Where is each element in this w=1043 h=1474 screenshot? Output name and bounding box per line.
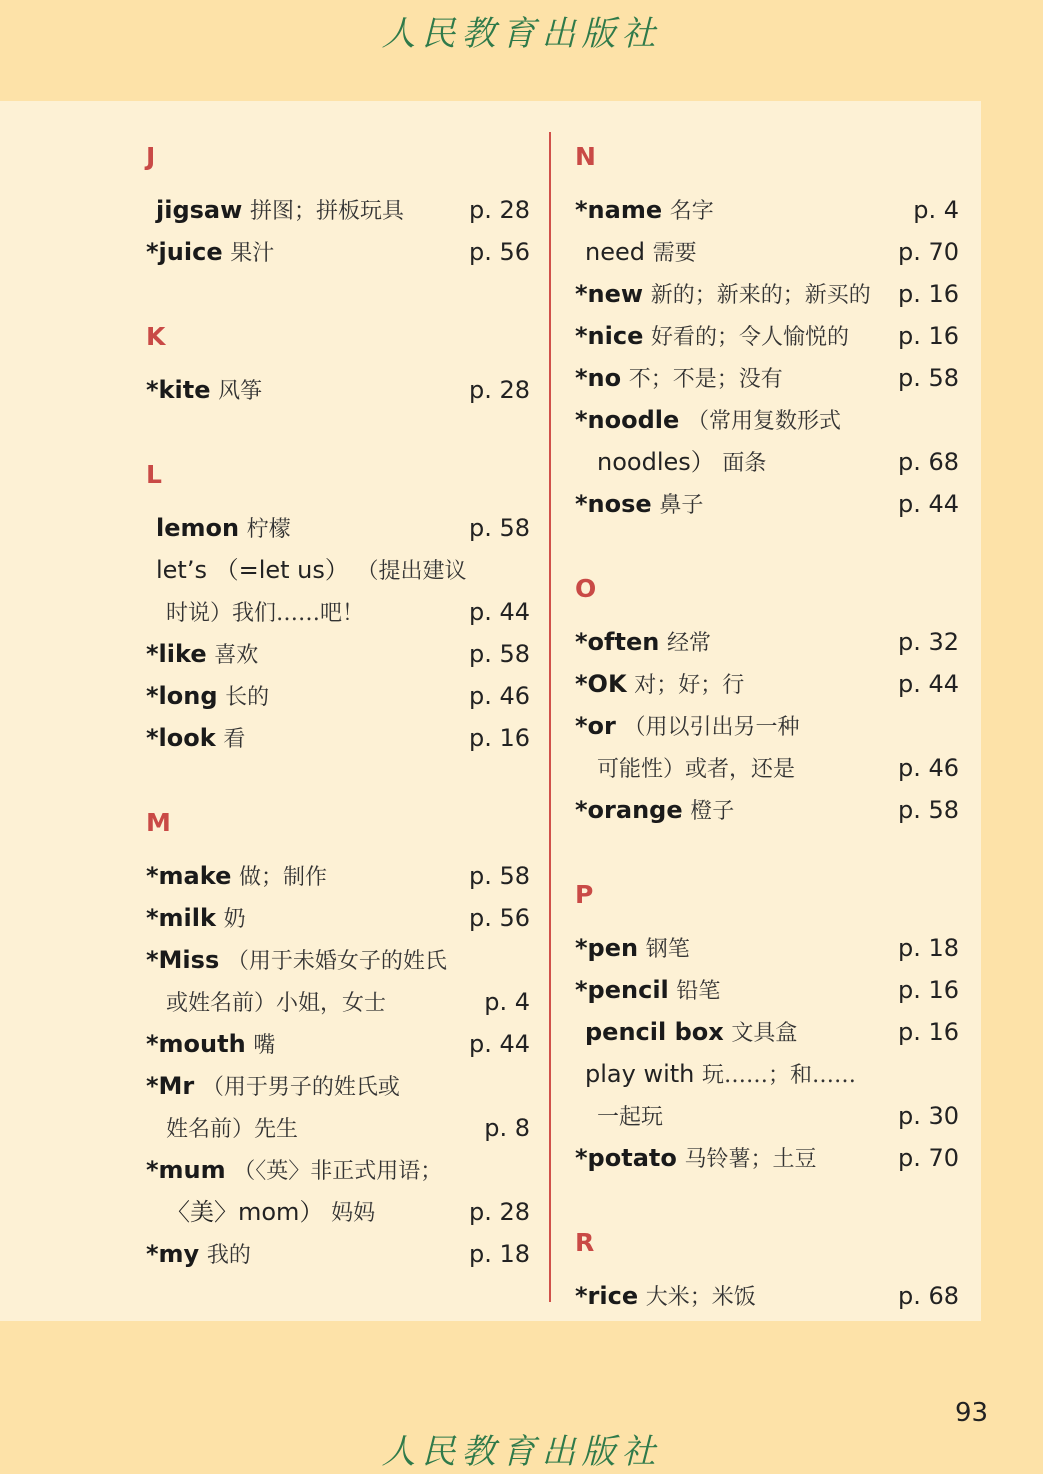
entry-word: *orange [575, 796, 683, 824]
entry-word: need [585, 238, 645, 266]
entry-word: *my [146, 1240, 200, 1268]
glossary-entry [146, 507, 530, 549]
entry-definition: 玩……；和…… [702, 1063, 857, 1088]
entry-page-ref: p. 44 [897, 490, 959, 518]
entry-page-ref: p. 32 [897, 628, 959, 656]
entry-word: 〈美〉mom） [166, 1198, 324, 1226]
entry-definition: （用于男子的姓氏或 [201, 1075, 400, 1100]
section-letter: M [146, 808, 171, 837]
glossary-entry [146, 1233, 530, 1275]
entry-definition: 嘴 [253, 1033, 276, 1058]
entry-word: *make [146, 862, 232, 890]
glossary-entry [575, 441, 959, 483]
glossary-entry [146, 1065, 530, 1107]
entry-word: *noodle [575, 406, 680, 434]
entry-word: *OK [575, 670, 627, 698]
entry-definition: 马铃薯；土豆 [684, 1147, 817, 1172]
entry-definition: （用以引出另一种 [623, 715, 800, 740]
glossary-entry [146, 855, 530, 897]
entry-definition: 新的；新来的；新买的 [650, 283, 871, 308]
entry-page-ref: p. 28 [468, 196, 530, 224]
entry-page-ref: p. 4 [913, 196, 959, 224]
glossary-entry [146, 675, 530, 717]
entry-page-ref: p. 28 [468, 376, 530, 404]
page-number: 93 [955, 1398, 989, 1428]
entry-definition: 看 [223, 727, 246, 752]
entry-word: *pen [575, 934, 639, 962]
glossary-entry [146, 897, 530, 939]
entry-page-ref: p. 18 [468, 1240, 530, 1268]
entry-page-ref: p. 58 [468, 862, 530, 890]
entry-word: noodles） [597, 448, 715, 476]
section-letter: R [575, 1228, 595, 1257]
entry-page-ref: p. 70 [897, 238, 959, 266]
entry-definition: 需要 [652, 241, 697, 266]
entry-word: *Mr [146, 1072, 195, 1100]
entry-page-ref: p. 58 [468, 640, 530, 668]
glossary-entry [575, 663, 959, 705]
entry-definition: 铅笔 [676, 979, 721, 1004]
entry-page-ref: p. 30 [897, 1102, 959, 1130]
glossary-entry [146, 189, 530, 231]
glossary-entry [575, 927, 959, 969]
glossary-entry [146, 1023, 530, 1065]
entry-word: *kite [146, 376, 211, 404]
glossary-entry [575, 969, 959, 1011]
glossary-entry [575, 621, 959, 663]
entry-page-ref: p. 58 [897, 364, 959, 392]
glossary-entry [146, 981, 530, 1023]
glossary-entry [146, 1107, 530, 1149]
entry-definition: 柠檬 [246, 517, 291, 542]
entry-page-ref: p. 16 [897, 1018, 959, 1046]
entry-definition: 我的 [206, 1243, 251, 1268]
glossary-entry [575, 1275, 959, 1317]
entry-definition: 做；制作 [239, 865, 328, 890]
glossary-entry [146, 1191, 530, 1233]
column-divider [549, 132, 551, 1302]
glossary-entry [146, 1149, 530, 1191]
entry-definition: 钢笔 [645, 937, 690, 962]
entry-word: *new [575, 280, 644, 308]
entry-definition: 或姓名前）小姐，女士 [166, 991, 387, 1016]
entry-page-ref: p. 4 [484, 988, 530, 1016]
glossary-entry [575, 1011, 959, 1053]
entry-page-ref: p. 70 [897, 1144, 959, 1172]
entry-page-ref: p. 46 [468, 682, 530, 710]
glossary-entry [146, 231, 530, 273]
entry-word: *mouth [146, 1030, 246, 1058]
glossary-entry [575, 357, 959, 399]
glossary-entry [146, 633, 530, 675]
glossary-entry [146, 549, 530, 591]
glossary-entry [575, 1053, 959, 1095]
entry-page-ref: p. 56 [468, 904, 530, 932]
entry-definition: 时说）我们……吧！ [166, 601, 365, 626]
entry-definition: 可能性）或者，还是 [597, 757, 796, 782]
entry-page-ref: p. 16 [897, 280, 959, 308]
entry-word: pencil box [585, 1018, 724, 1046]
entry-definition: 不；不是；没有 [628, 367, 783, 392]
entry-word: *Miss [146, 946, 220, 974]
glossary-entry [575, 483, 959, 525]
entry-definition: （〈英〉非正式用语； [233, 1159, 443, 1184]
entry-page-ref: p. 16 [897, 322, 959, 350]
entry-word: *often [575, 628, 660, 656]
entry-page-ref: p. 16 [468, 724, 530, 752]
entry-word: *long [146, 682, 218, 710]
entry-page-ref: p. 56 [468, 238, 530, 266]
glossary-entry [575, 1137, 959, 1179]
entry-definition: 喜欢 [214, 643, 259, 668]
glossary-entry [146, 717, 530, 759]
glossary-entry [575, 1095, 959, 1137]
entry-definition: 面条 [722, 451, 767, 476]
entry-word: play with [585, 1060, 695, 1088]
entry-word: *no [575, 364, 622, 392]
glossary-entry [575, 273, 959, 315]
glossary-entry [575, 747, 959, 789]
entry-word: *rice [575, 1282, 639, 1310]
section-letter: P [575, 880, 594, 909]
entry-definition: 妈妈 [331, 1201, 376, 1226]
entry-page-ref: p. 46 [897, 754, 959, 782]
entry-definition: 橙子 [690, 799, 735, 824]
entry-page-ref: p. 28 [468, 1198, 530, 1226]
entry-word: lemon [156, 514, 240, 542]
entry-word: *look [146, 724, 216, 752]
entry-word: *pencil [575, 976, 669, 1004]
entry-word: *milk [146, 904, 216, 932]
glossary-entry [575, 189, 959, 231]
glossary-entry [575, 399, 959, 441]
section-letter: L [146, 460, 162, 489]
entry-page-ref: p. 8 [484, 1114, 530, 1142]
entry-definition: 文具盒 [731, 1021, 798, 1046]
glossary-entry [575, 705, 959, 747]
entry-page-ref: p. 44 [468, 1030, 530, 1058]
entry-definition: 对；好；行 [634, 673, 745, 698]
publisher-logo-bottom: 人民教育出版社 [381, 1432, 662, 1472]
entry-definition: 风筝 [218, 379, 263, 404]
entry-word: *potato [575, 1144, 677, 1172]
entry-page-ref: p. 68 [897, 448, 959, 476]
entry-word: *like [146, 640, 207, 668]
entry-definition: 名字 [669, 199, 714, 224]
entry-page-ref: p. 58 [468, 514, 530, 542]
entry-page-ref: p. 58 [897, 796, 959, 824]
section-letter: N [575, 142, 596, 171]
entry-word: jigsaw [156, 196, 243, 224]
entry-page-ref: p. 18 [897, 934, 959, 962]
section-letter: J [146, 142, 156, 171]
entry-definition: 好看的；令人愉悦的 [651, 325, 850, 350]
entry-word: *or [575, 712, 616, 740]
entry-word: *mum [146, 1156, 226, 1184]
entry-definition: 长的 [225, 685, 270, 710]
glossary-entry [146, 939, 530, 981]
entry-page-ref: p. 44 [897, 670, 959, 698]
entry-definition: 鼻子 [659, 493, 704, 518]
entry-definition: 经常 [666, 631, 711, 656]
entry-definition: 大米；米饭 [645, 1285, 756, 1310]
entry-word: *juice [146, 238, 223, 266]
entry-definition: （常用复数形式 [686, 409, 841, 434]
entry-definition: 果汁 [230, 241, 275, 266]
section-letter: K [146, 322, 166, 351]
entry-word: *name [575, 196, 663, 224]
entry-word: *nose [575, 490, 652, 518]
entry-definition: 姓名前）先生 [166, 1117, 299, 1142]
entry-word: *nice [575, 322, 644, 350]
publisher-logo-top: 人民教育出版社 [381, 14, 662, 54]
entry-definition: （提出建议 [356, 559, 467, 584]
entry-definition: 拼图；拼板玩具 [249, 199, 404, 224]
glossary-entry [575, 789, 959, 831]
entry-page-ref: p. 68 [897, 1282, 959, 1310]
entry-definition: 一起玩 [597, 1105, 664, 1130]
entry-word: let’s （=let us） [156, 556, 349, 584]
glossary-entry [575, 315, 959, 357]
entry-page-ref: p. 44 [468, 598, 530, 626]
glossary-entry [146, 369, 530, 411]
entry-page-ref: p. 16 [897, 976, 959, 1004]
glossary-entry [575, 231, 959, 273]
section-letter: O [575, 574, 597, 603]
glossary-entry [146, 591, 530, 633]
entry-definition: 奶 [223, 907, 246, 932]
entry-definition: （用于未婚女子的姓氏 [226, 949, 447, 974]
